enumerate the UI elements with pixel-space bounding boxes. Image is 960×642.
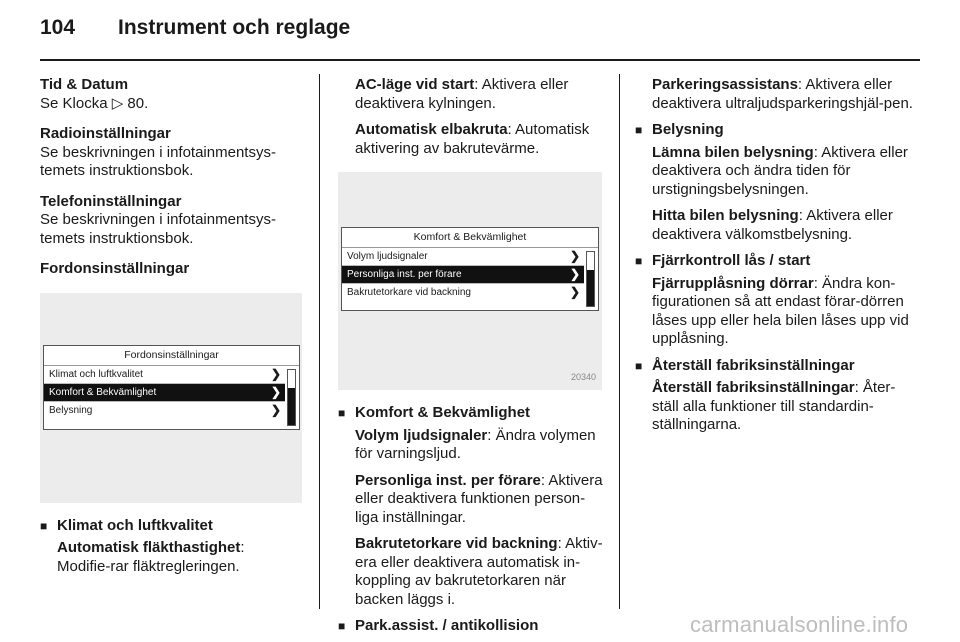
setting-description: Personliga inst. per förare: Aktivera eller deaktivera funktionen person-liga inställningar. — [355, 471, 603, 526]
menu-item: Volym ljudsignaler ❯ — [342, 248, 584, 266]
column-divider-1 — [319, 74, 320, 609]
menu-item-selected: Komfort & Bekvämlighet ❯ — [44, 384, 285, 402]
section-text: Se beskrivningen i infotainmentsys-temets instruktionsbok. — [40, 211, 276, 247]
chevron-right-icon: ❯ — [270, 402, 281, 417]
menu-item: Klimat och luftkvalitet ❯ — [44, 366, 285, 384]
bullet-heading: ■ Park.assist. / antikollision — [338, 617, 604, 636]
page-ref-link[interactable]: 80. — [123, 94, 149, 112]
chevron-right-icon: ❯ — [569, 285, 580, 299]
setting-description: Återställ fabriksinställningar: Åter-ställ alla funktioner till standardin-ställningarna. — [652, 379, 896, 433]
section-text: Se Klocka ▷ 80. — [40, 94, 149, 112]
setting-description: Hitta bilen belysning: Aktivera eller deaktivera välkomstbelysning. — [652, 207, 893, 243]
column-2 — [338, 76, 604, 640]
scrollbar-thumb — [587, 270, 594, 306]
page-header — [40, 16, 920, 60]
menu-item-selected: Personliga inst. per förare ❯ — [342, 266, 584, 284]
bullet-heading: ■ Klimat och luftkvalitet — [40, 517, 302, 536]
section-heading: Telefoninställningar — [40, 192, 182, 210]
arrow-ref-icon: ▷ — [111, 94, 124, 112]
chevron-right-icon: ❯ — [569, 267, 580, 281]
menu-title: Komfort & Bekvämlighet — [342, 228, 598, 248]
menu-screen — [43, 345, 300, 430]
setting-description: Automatisk fläkthastighet: Modifie-rar fläktregleringen. — [57, 539, 245, 575]
section-text: Se beskrivningen i infotainmentsys-temets instruktionsbok. — [40, 143, 276, 179]
setting-description: Volym ljudsignaler: Ändra volymen för varningsljud. — [355, 426, 596, 462]
menu-item: Belysning ❯ — [49, 402, 281, 417]
figure-number: 20340 — [570, 371, 596, 382]
bullet-heading: ■ Komfort & Bekvämlighet — [338, 404, 604, 423]
chevron-right-icon: ❯ — [270, 366, 281, 381]
section-heading: Tid & Datum — [40, 76, 129, 93]
menu-screen — [341, 227, 599, 311]
watermark: carmanualsonline.info — [690, 612, 909, 637]
chevron-right-icon: ❯ — [270, 384, 281, 399]
page-number: 104 — [40, 16, 76, 39]
scrollbar — [586, 251, 595, 307]
section-heading: Fordonsinställningar — [40, 260, 190, 277]
scrollbar-thumb — [288, 388, 295, 425]
chevron-right-icon: ❯ — [569, 249, 580, 263]
setting-description: Automatisk elbakruta: Automatisk aktivering av bakrutevärme. — [355, 121, 590, 157]
setting-description: Fjärrupplåsning dörrar: Ändra kon-figurationen så att endast förar-dörren låses upp eller hela bilen låses upp vid upplåsning. — [652, 274, 909, 347]
column-1 — [40, 76, 302, 584]
setting-description: Parkeringsassistans: Aktivera eller deaktivera ultraljudsparkeringshjäl-pen. — [652, 76, 913, 112]
setting-description: Bakrutetorkare vid backning: Aktiv-era eller deaktivera automatisk in-koppling av bakrutetorkaren när backen läggs i. — [355, 535, 603, 608]
menu-item: Bakrutetorkare vid backning ❯ — [347, 285, 580, 299]
section-heading: Radioinställningar — [40, 125, 171, 142]
menu-title: Fordonsinställningar — [44, 346, 299, 366]
column-divider-2 — [619, 74, 620, 609]
setting-description: AC-läge vid start: Aktivera eller deaktivera kylningen. — [355, 76, 569, 112]
screen-illustration — [338, 172, 602, 390]
column-3 — [635, 76, 915, 443]
bullet-heading: ■ Återställ fabriksinställningar — [635, 357, 915, 376]
bullet-heading: ■ Belysning — [635, 121, 915, 140]
screen-illustration — [40, 293, 302, 503]
page-title: Instrument och reglage — [118, 16, 351, 39]
header-rule — [40, 59, 920, 61]
scrollbar — [287, 369, 296, 426]
setting-description: Lämna bilen belysning: Aktivera eller deaktivera och ändra tiden för urstigningsbelysningen. — [652, 143, 908, 198]
bullet-heading: ■ Fjärrkontroll lås / start — [635, 252, 915, 271]
